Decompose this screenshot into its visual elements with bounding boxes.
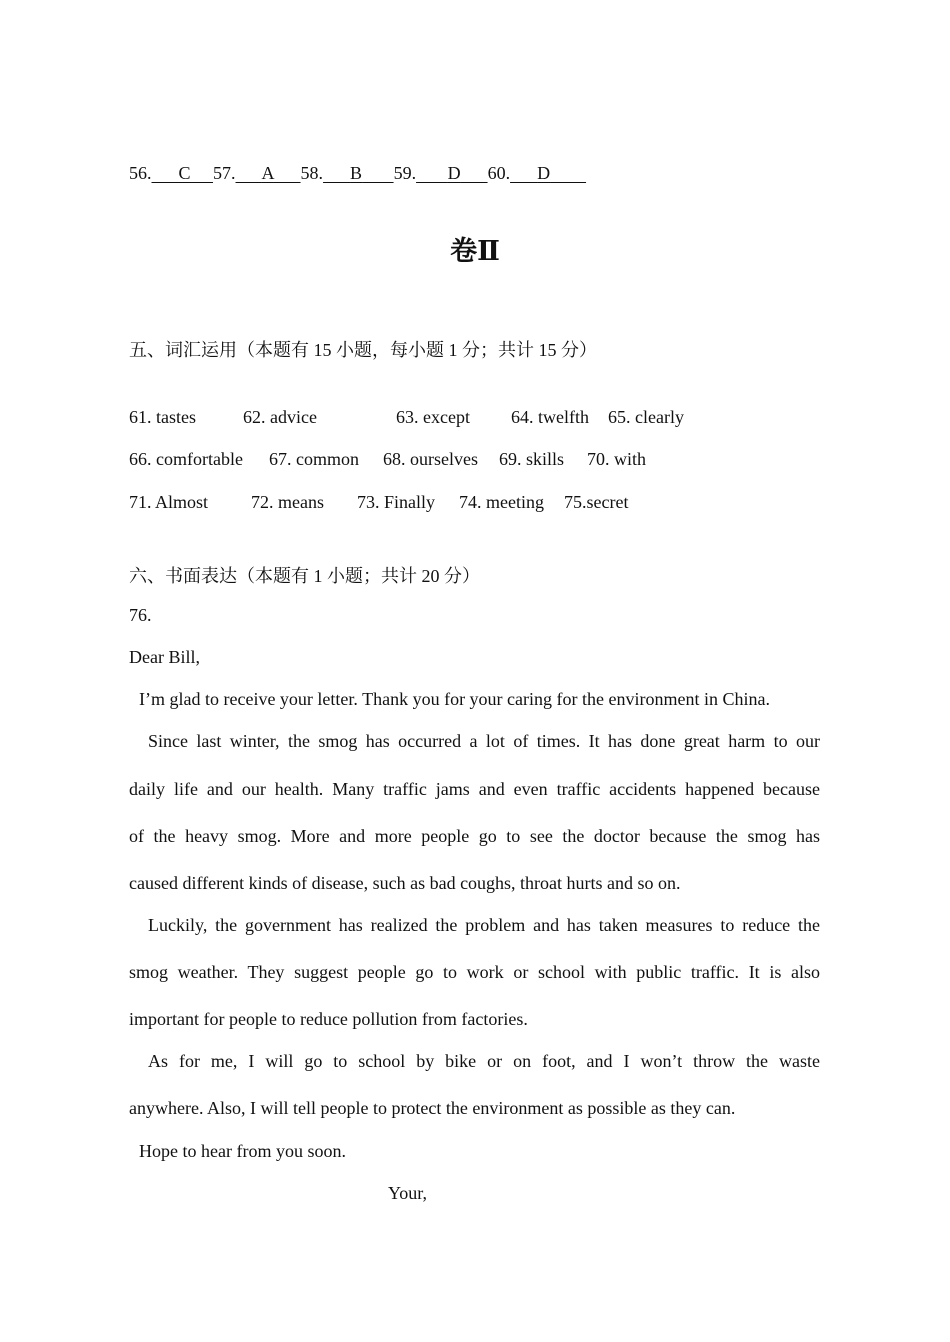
vocab-answer: 64. twelfth — [511, 407, 589, 427]
vocab-answer: 71. Almost — [129, 492, 209, 512]
vocab-answer: 75.secret — [564, 492, 629, 512]
letter-sign-off: Your, — [388, 1183, 427, 1203]
answer-num: 59. — [393, 163, 417, 183]
letter-salutation: Dear Bill, — [129, 647, 200, 667]
letter-line: As for me, I will go to school by bike or on foot, and I won’t throw the waste — [148, 1051, 820, 1071]
answer-value: D — [537, 163, 551, 183]
vocab-answer: 65. clearly — [608, 407, 684, 427]
answers-row — [129, 163, 586, 184]
answer-value: A — [261, 163, 274, 183]
vocab-answer: 67. common — [269, 449, 359, 469]
answer-value: B — [350, 163, 363, 183]
section6-heading: 六、书面表达（本题有 1 小题；共计 20 分） — [129, 566, 480, 586]
vocab-answer: 74. meeting — [459, 492, 544, 512]
answer-num: 60. — [487, 163, 511, 183]
vocab-answer: 72. means — [251, 492, 324, 512]
answer-num: 57. — [213, 163, 236, 183]
letter-line: smog weather. They suggest people go to work or school with public traffic. It is also — [129, 962, 820, 982]
answer-num: 56. — [129, 163, 152, 183]
letter-closing-line: Hope to hear from you soon. — [139, 1141, 346, 1161]
vocab-answer: 68. ourselves — [383, 449, 478, 469]
vocab-answer: 73. Finally — [357, 492, 436, 512]
vocab-answer: 63. except — [396, 407, 470, 427]
letter-line: of the heavy smog. More and more people go to see the doctor because the smog has — [129, 826, 820, 846]
letter-paragraph-1: I’m glad to receive your letter. Thank you for your caring for the environment in China. — [139, 689, 770, 709]
letter-line: Since last winter, the smog has occurred a lot of times. It has done great harm to our — [148, 731, 820, 751]
answer-num: 58. — [300, 163, 324, 183]
letter-line: daily life and our health. Many traffic jams and even traffic accidents happened because — [129, 779, 820, 799]
letter-line: important for people to reduce pollution from factories. — [129, 1009, 528, 1029]
letter-line: Luckily, the government has realized the problem and has taken measures to reduce the — [148, 915, 820, 935]
question-number: 76. — [129, 605, 152, 625]
letter-line: anywhere. Also, I will tell people to protect the environment as possible as they can. — [129, 1098, 736, 1118]
section5-heading: 五、词汇运用（本题有 15 小题，每小题 1 分；共计 15 分） — [129, 340, 597, 360]
volume-title: 卷Ⅱ — [450, 236, 500, 266]
vocab-answer: 61. tastes — [129, 407, 196, 427]
vocab-answer: 70. with — [587, 449, 647, 469]
answer-value: C — [178, 163, 191, 183]
vocab-answer: 69. skills — [499, 449, 565, 469]
vocab-answer: 62. advice — [243, 407, 317, 427]
answer-value: D — [447, 163, 461, 183]
letter-line: caused different kinds of disease, such as bad coughs, throat hurts and so on. — [129, 873, 681, 893]
vocab-answer: 66. comfortable — [129, 449, 243, 469]
